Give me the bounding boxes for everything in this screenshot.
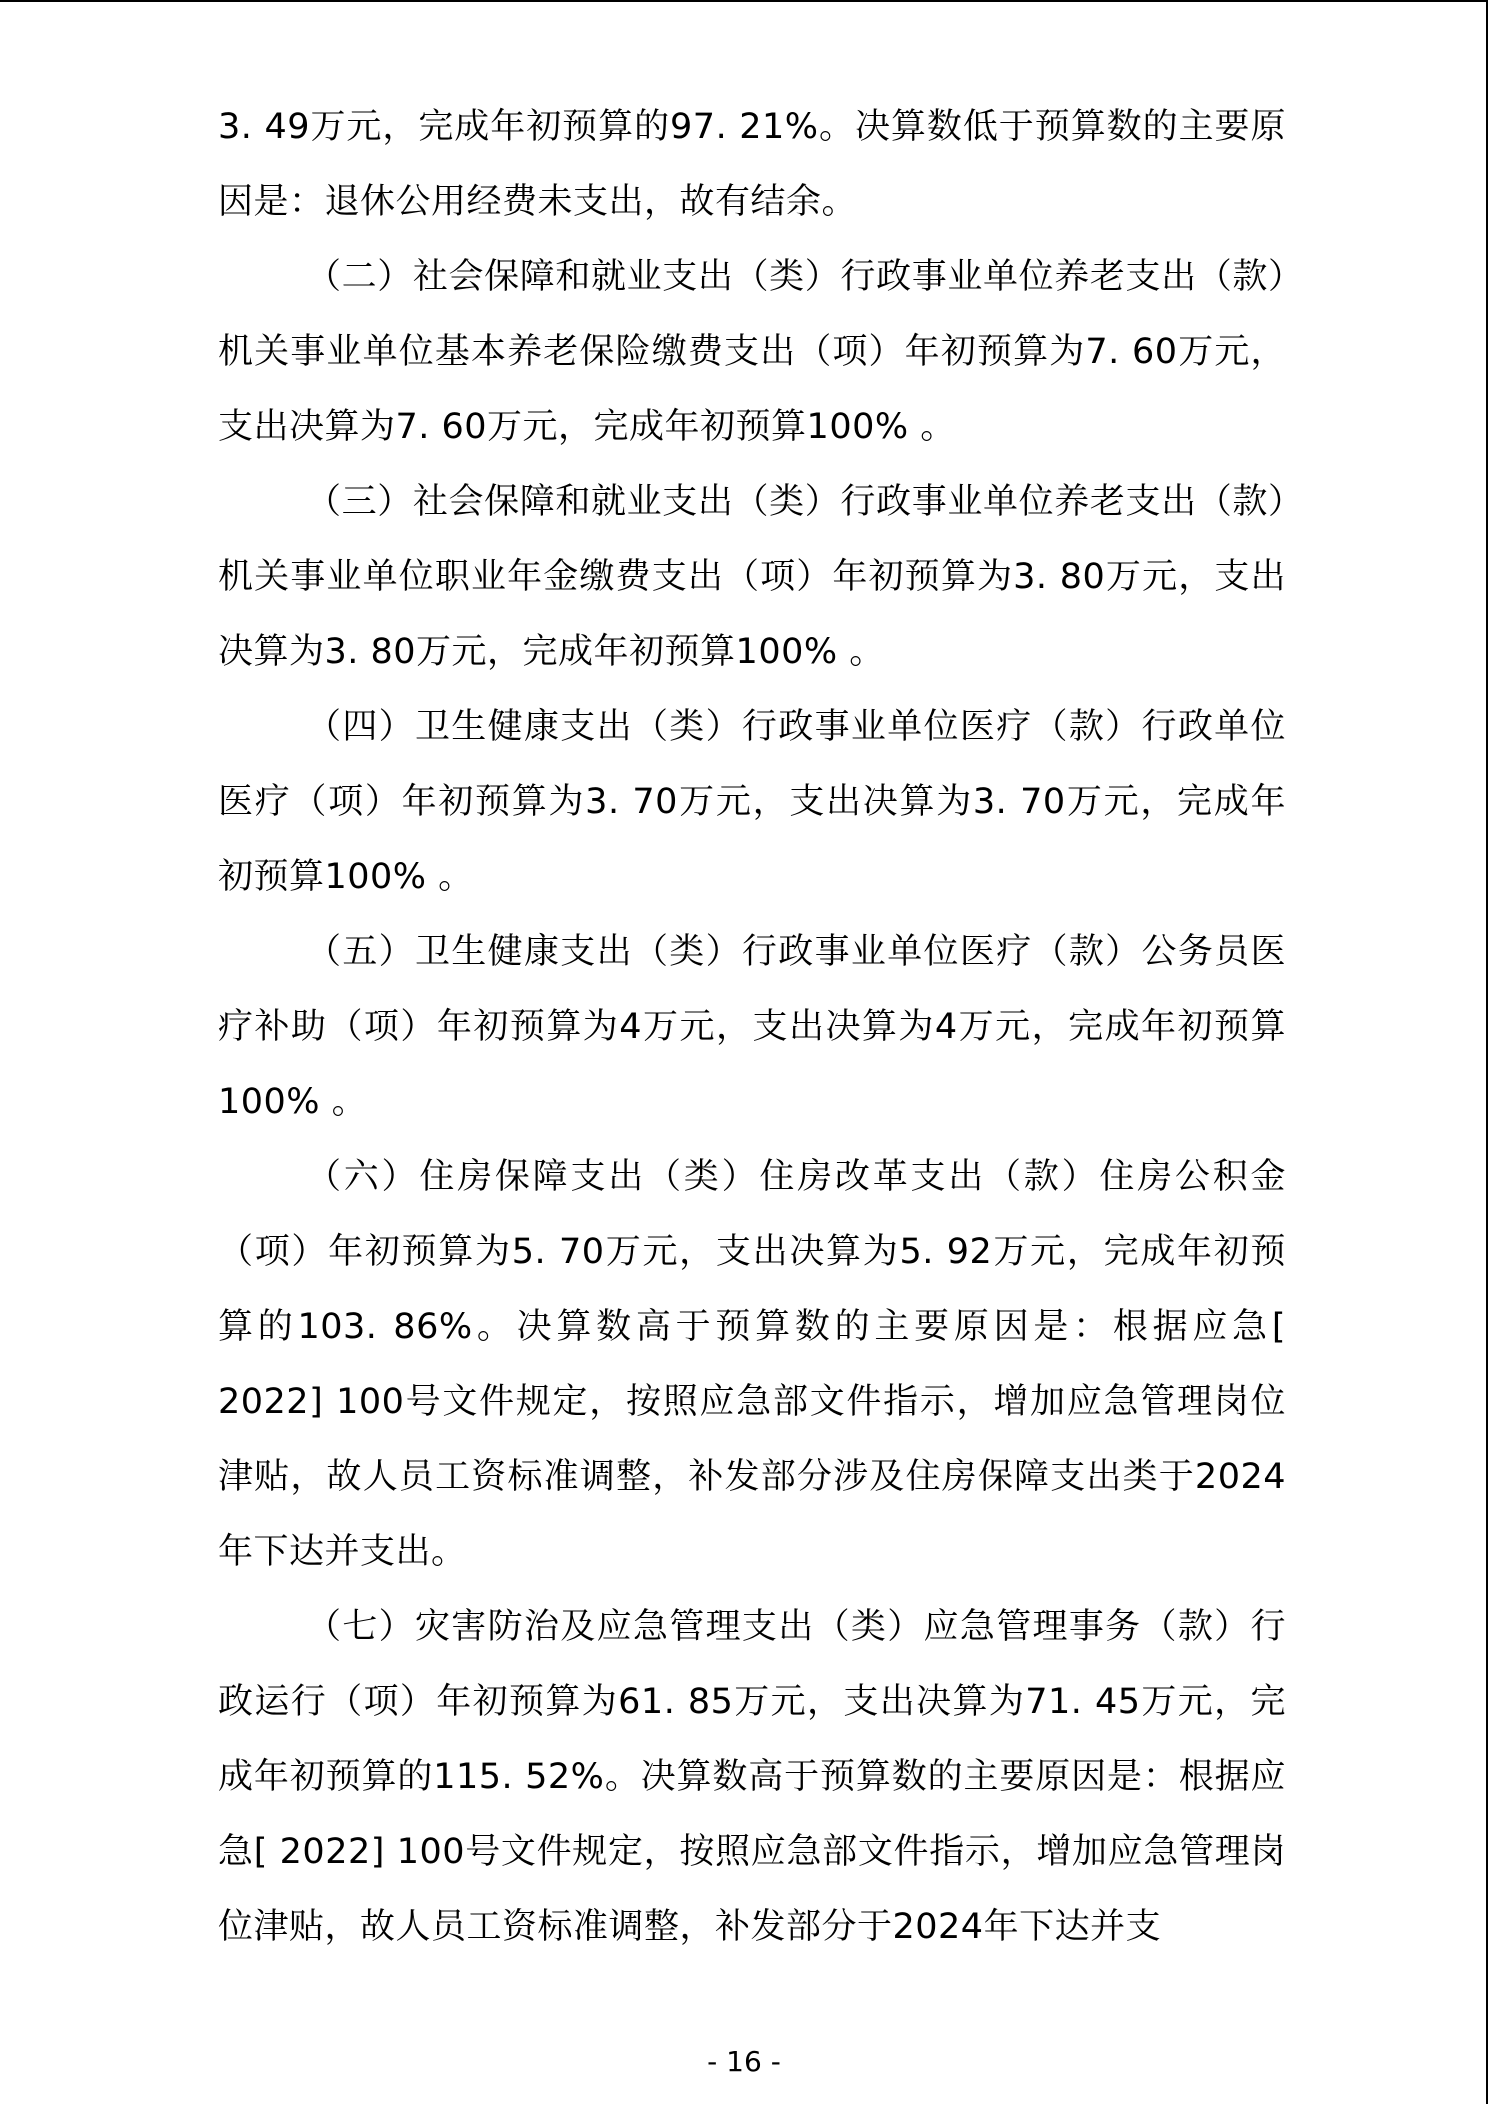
page-number: - 16 -	[707, 2045, 781, 2078]
paragraph-item-5: （五）卫生健康支出（类）行政事业单位医疗（款）公务员医疗补助（项）年初预算为4万元，支出决算为4万元，完成年初预算100% 。	[218, 932, 1286, 1122]
paragraph-continuation: 3. 49万元，完成年初预算的97. 21%。决算数低于预算数的主要原因是：退休公用经费未支出，故有结余。	[218, 107, 1286, 222]
paragraph-item-6: （六）住房保障支出（类）住房改革支出（款）住房公积金（项）年初预算为5. 70万元，支出决算为5. 92万元，完成年初预算的103. 86%。决算数高于预算数的主要原因是：根据应急[ 2022] 100号文件规定，按照应急部文件指示，增加应急管理岗位津贴，故人员工资标准调整，补发部分涉及住房保障支出类于2024年下达并支出。	[218, 1157, 1286, 1572]
paragraph-item-2: （二）社会保障和就业支出（类）行政事业单位养老支出（款）机关事业单位基本养老保险缴费支出（项）年初预算为7. 60万元，支出决算为7. 60万元，完成年初预算100% 。	[218, 257, 1286, 447]
top-border-line	[0, 0, 1488, 2]
paragraph-item-4: （四）卫生健康支出（类）行政事业单位医疗（款）行政单位医疗（项）年初预算为3. 70万元，支出决算为3. 70万元，完成年初预算100% 。	[218, 707, 1286, 897]
paragraph-item-7: （七）灾害防治及应急管理支出（类）应急管理事务（款）行政运行（项）年初预算为61. 85万元，支出决算为71. 45万元，完成年初预算的115. 52%。决算数高于预算数的主要原因是：根据应急[ 2022] 100号文件规定，按照应急部文件指示，增加应急管理岗位津贴，故人员工资标准调整，补发部分于2024年下达并支	[218, 1607, 1286, 1947]
document-body	[218, 90, 1286, 1965]
paragraph-item-3: （三）社会保障和就业支出（类）行政事业单位养老支出（款）机关事业单位职业年金缴费支出（项）年初预算为3. 80万元，支出决算为3. 80万元，完成年初预算100% 。	[218, 482, 1286, 672]
